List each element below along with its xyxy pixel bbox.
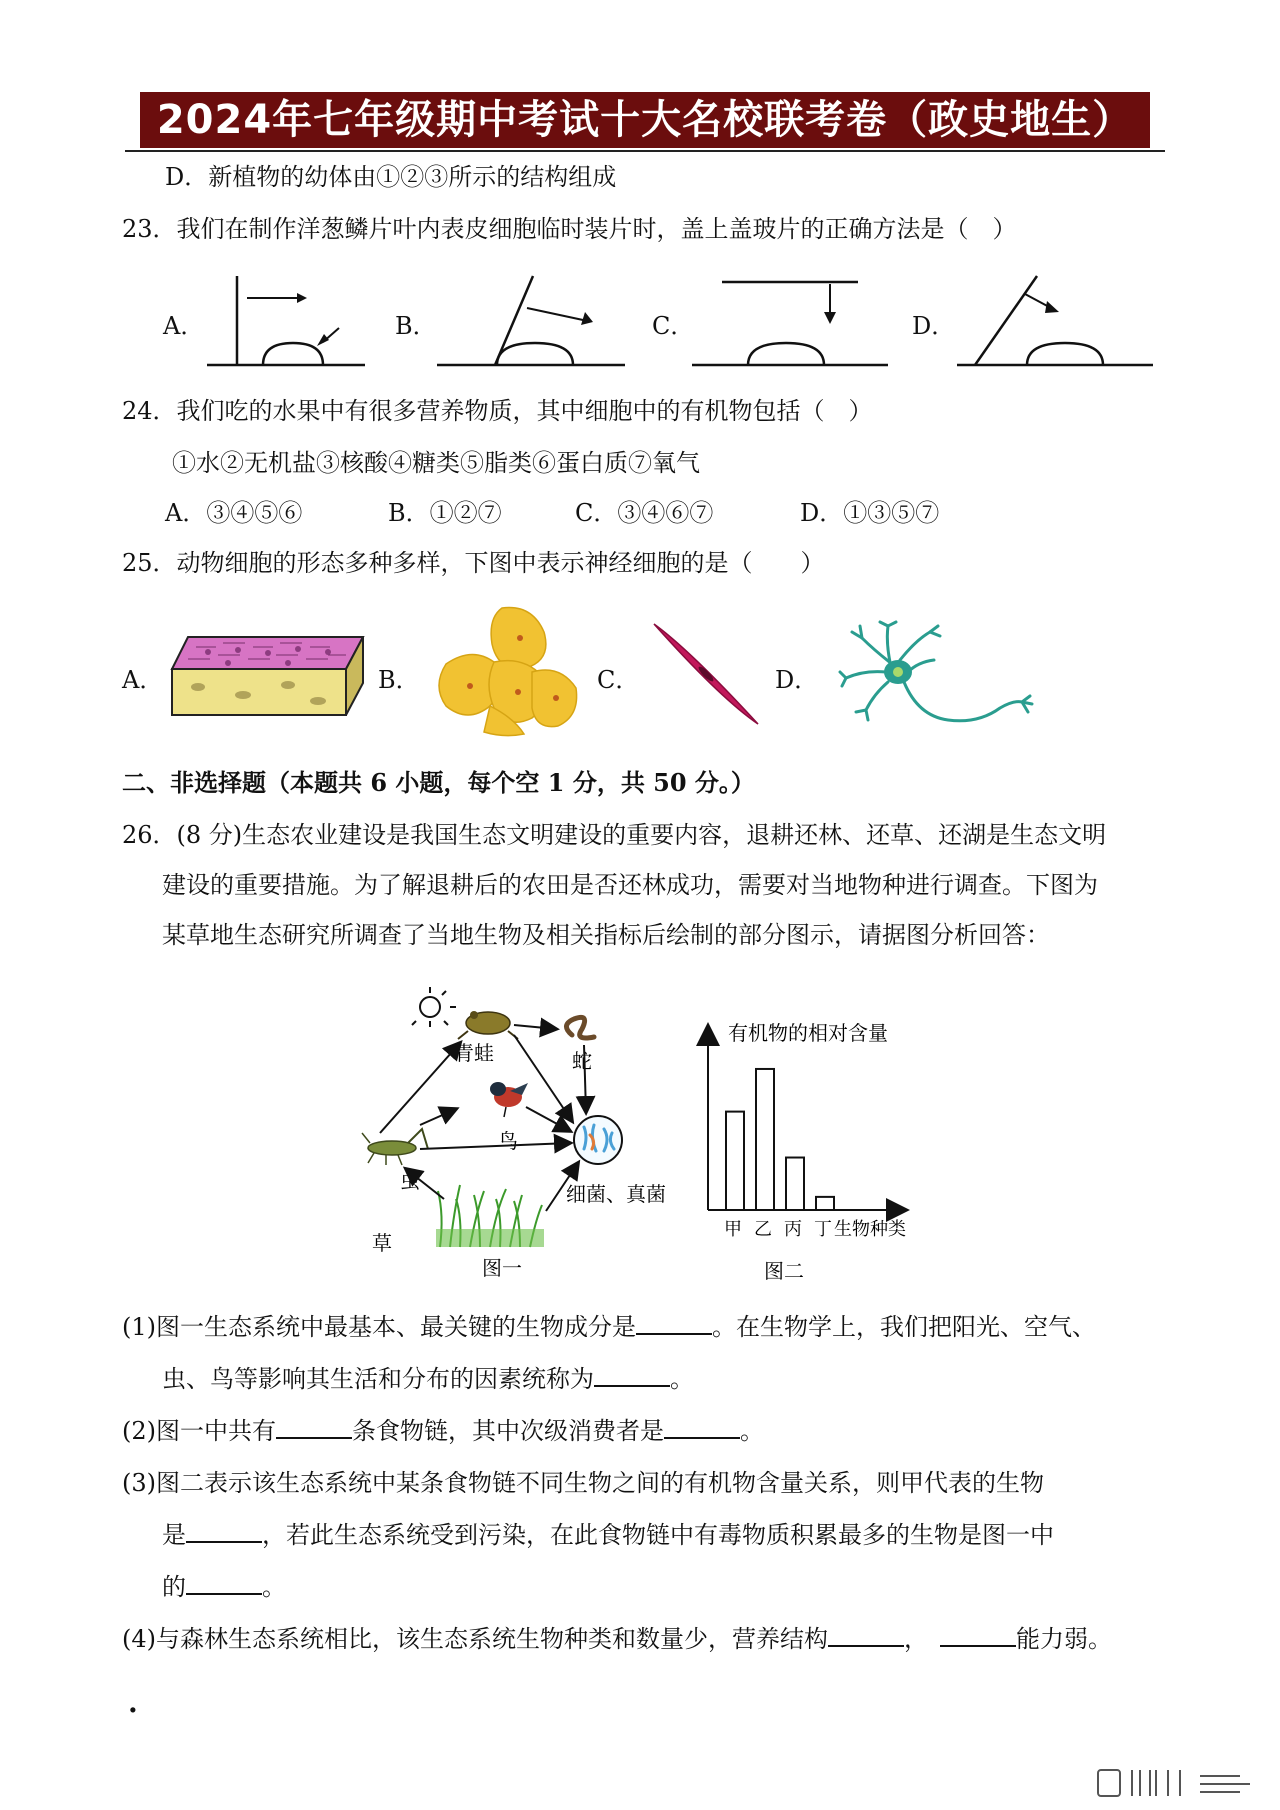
snake-icon [566, 1017, 594, 1038]
answer-blank-7[interactable] [828, 1623, 904, 1647]
section2-title: 二、非选择题（本题共 6 小题，每个空 1 分，共 50 分。） [122, 768, 755, 797]
q26-line2: 建设的重要措施。为了解退耕后的农田是否还林成功，需要对当地物种进行调查。下图为 [162, 871, 1098, 899]
bar-3 [786, 1158, 804, 1210]
q26-line3: 某草地生态研究所调查了当地生物及相关指标后绘制的部分图示，请据图分析回答： [162, 921, 1050, 949]
exam-title: 2024年七年级期中考试十大名校联考卷（政史地生） [140, 92, 1150, 148]
q26-sub1-text-a: (1)图一生态系统中最基本、最关键的生物成分是 [122, 1313, 636, 1341]
q24-option-a: A．③④⑤⑥ [165, 499, 303, 527]
q26-sub1-line1 [122, 1310, 1096, 1344]
category-label-2: 乙 [754, 1219, 772, 1240]
answer-blank-5[interactable] [186, 1519, 262, 1543]
q24-option-b: B．①②⑦ [388, 499, 502, 527]
coverslip-diagram-b [435, 270, 630, 370]
coverslip-diagram-d [955, 270, 1155, 370]
y-axis-label: 有机物的相对含量 [728, 1021, 888, 1045]
grasshopper-icon [362, 1129, 428, 1165]
q26-sub1-text-d: 。 [670, 1365, 694, 1393]
q26-sub1-text-c: 虫、鸟等影响其生活和分布的因素统称为 [162, 1365, 594, 1393]
epithelial-tissue-image [168, 625, 368, 725]
q25-stem: 25．动物细胞的形态多种多样，下图中表示神经细胞的是（ ） [122, 549, 825, 577]
q26-sub3-line3 [162, 1570, 286, 1604]
q23-label-b: B． [395, 312, 437, 340]
q26-sub3-line1: (3)图二表示该生态系统中某条食物链不同生物之间的有机物含量关系，则甲代表的生物 [122, 1469, 1044, 1497]
category-label-3: 丙 [784, 1219, 802, 1240]
q26-sub4-text-b: ， [904, 1625, 928, 1653]
fig2-caption: 图二 [764, 1259, 804, 1283]
bar-2 [756, 1069, 774, 1210]
q24-items: ①水②无机盐③核酸④糖类⑤脂类⑥蛋白质⑦氧气 [172, 449, 700, 477]
q26-sub4-text-c: 能力弱。 [1016, 1625, 1112, 1653]
bacteria-fungi-icon [574, 1116, 622, 1164]
grass-icon [436, 1185, 544, 1247]
category-label-1: 甲 [724, 1219, 742, 1240]
q26-sub3-text-b: 是 [162, 1521, 186, 1549]
answer-blank-2[interactable] [594, 1363, 670, 1387]
q23-label-d: D． [912, 312, 956, 340]
footer-dot: . [128, 1686, 138, 1719]
bird-icon [490, 1082, 528, 1117]
q26-sub1-line2 [162, 1362, 694, 1396]
q26-sub2-text-c: 。 [740, 1417, 764, 1445]
q26-sub3-text-e: 。 [262, 1573, 286, 1601]
q26-sub3-line2 [162, 1518, 1054, 1552]
food-web-diagram [360, 985, 680, 1285]
category-label-4: 丁 [814, 1219, 832, 1240]
frog-icon [458, 1011, 518, 1039]
label-snake: 蛇 [572, 1049, 592, 1073]
q26-sub3-text-c: ，若此生态系统受到污染，在此食物链中有毒物质积累最多的生物是图一中 [262, 1521, 1054, 1549]
label-grass: 草 [372, 1231, 392, 1255]
q22-option-d: D．新植物的幼体由①②③所示的结构组成 [165, 163, 617, 191]
label-bird: 鸟 [498, 1129, 518, 1153]
q23-label-c: C． [652, 312, 695, 340]
answer-blank-3[interactable] [276, 1415, 352, 1439]
q25-label-d: D． [775, 666, 819, 694]
q26-sub1-text-b: 。在生物学上，我们把阳光、空气、 [712, 1313, 1096, 1341]
answer-blank-6[interactable] [186, 1571, 262, 1595]
q26-sub2-line [122, 1414, 764, 1448]
label-frog: 青蛙 [454, 1041, 494, 1065]
neuron-image [838, 620, 1038, 735]
muscle-cell-image [650, 620, 765, 730]
q24-option-d: D．①③⑤⑦ [800, 499, 940, 527]
q25-label-a: A． [122, 666, 164, 694]
yellow-cells-image [432, 602, 582, 740]
q26-sub4-line [122, 1622, 1112, 1656]
q25-label-b: B． [378, 666, 420, 694]
x-axis-label: 生物种类 [834, 1219, 906, 1240]
fig1-caption: 图一 [482, 1256, 522, 1280]
q26-sub2-text-a: (2)图一中共有 [122, 1417, 276, 1445]
answer-blank-4[interactable] [664, 1415, 740, 1439]
answer-blank-8[interactable] [940, 1623, 1016, 1647]
q23-stem: 23．我们在制作洋葱鳞片叶内表皮细胞临时装片时，盖上盖玻片的正确方法是（ ） [122, 215, 1017, 243]
label-decomposers: 细菌、真菌 [566, 1182, 666, 1206]
q26-sub3-text-d: 的 [162, 1573, 186, 1601]
organic-matter-bar-chart [688, 1000, 950, 1285]
label-insect: 虫 [400, 1169, 420, 1193]
q23-label-a: A． [163, 312, 205, 340]
title-divider [125, 150, 1165, 152]
coverslip-diagram-a [205, 270, 370, 370]
watermark-bars-icon [1090, 1766, 1260, 1802]
q24-stem: 24．我们吃的水果中有很多营养物质，其中细胞中的有机物包括（ ） [122, 397, 873, 425]
sun-icon [412, 987, 456, 1027]
bar-4 [816, 1197, 834, 1210]
q26-line1: 26．(8 分)生态农业建设是我国生态文明建设的重要内容，退耕还林、还草、还湖是生态文明 [122, 821, 1107, 849]
answer-blank-1[interactable] [636, 1311, 712, 1335]
q26-sub2-text-b: 条食物链，其中次级消费者是 [352, 1417, 664, 1445]
bar-1 [726, 1112, 744, 1210]
q26-sub4-text-a: (4)与森林生态系统相比，该生态系统生物种类和数量少，营养结构 [122, 1625, 828, 1653]
q25-label-c: C． [597, 666, 640, 694]
coverslip-diagram-c [690, 270, 890, 370]
q24-option-c: C．③④⑥⑦ [575, 499, 714, 527]
